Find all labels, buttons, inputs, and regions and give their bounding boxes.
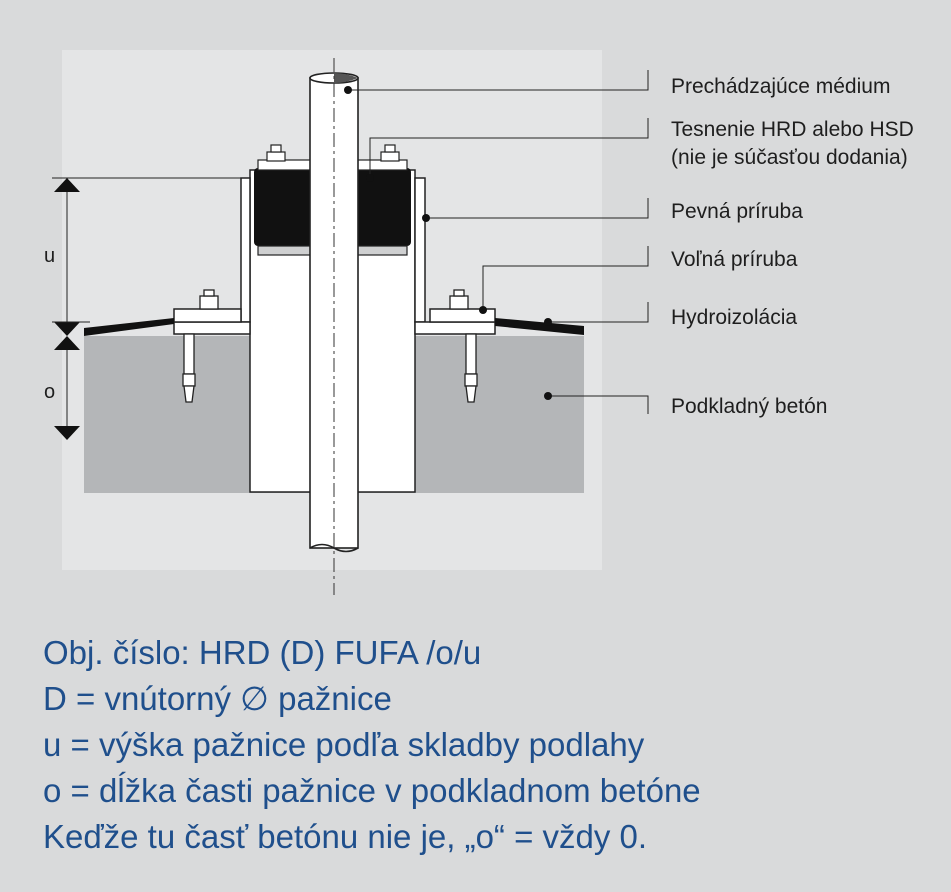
legend-d-definition: D = vnútorný ∅ pažnice [43, 680, 392, 717]
callout-seal-line2: (nie je súčasťou dodania) [671, 146, 908, 169]
callout-medium: Prechádzajúce médium [671, 75, 891, 98]
dimension-u-label: u [44, 245, 56, 267]
callout-waterproofing: Hydroizolácia [671, 306, 798, 329]
legend-u-definition: u = výška pažnice podľa skladby podlahy [43, 726, 645, 763]
callout-loose-flange: Voľná príruba [671, 248, 798, 271]
legend-note: Keďže tu časť betónu nie je, „o“ = vždy 0. [43, 818, 648, 855]
pipe [310, 58, 358, 595]
legend [43, 630, 943, 860]
callout-concrete: Podkladný betón [671, 395, 828, 418]
legend-order-number: Obj. číslo: HRD (D) FUFA /o/u [43, 634, 482, 671]
legend-o-definition: o = dĺžka časti pažnice v podkladnom betóne [43, 772, 701, 809]
dimension-o-label: o [44, 381, 56, 403]
callout-fixed-flange: Pevná príruba [671, 200, 803, 223]
callout-seal-line1: Tesnenie HRD alebo HSD [671, 118, 914, 141]
